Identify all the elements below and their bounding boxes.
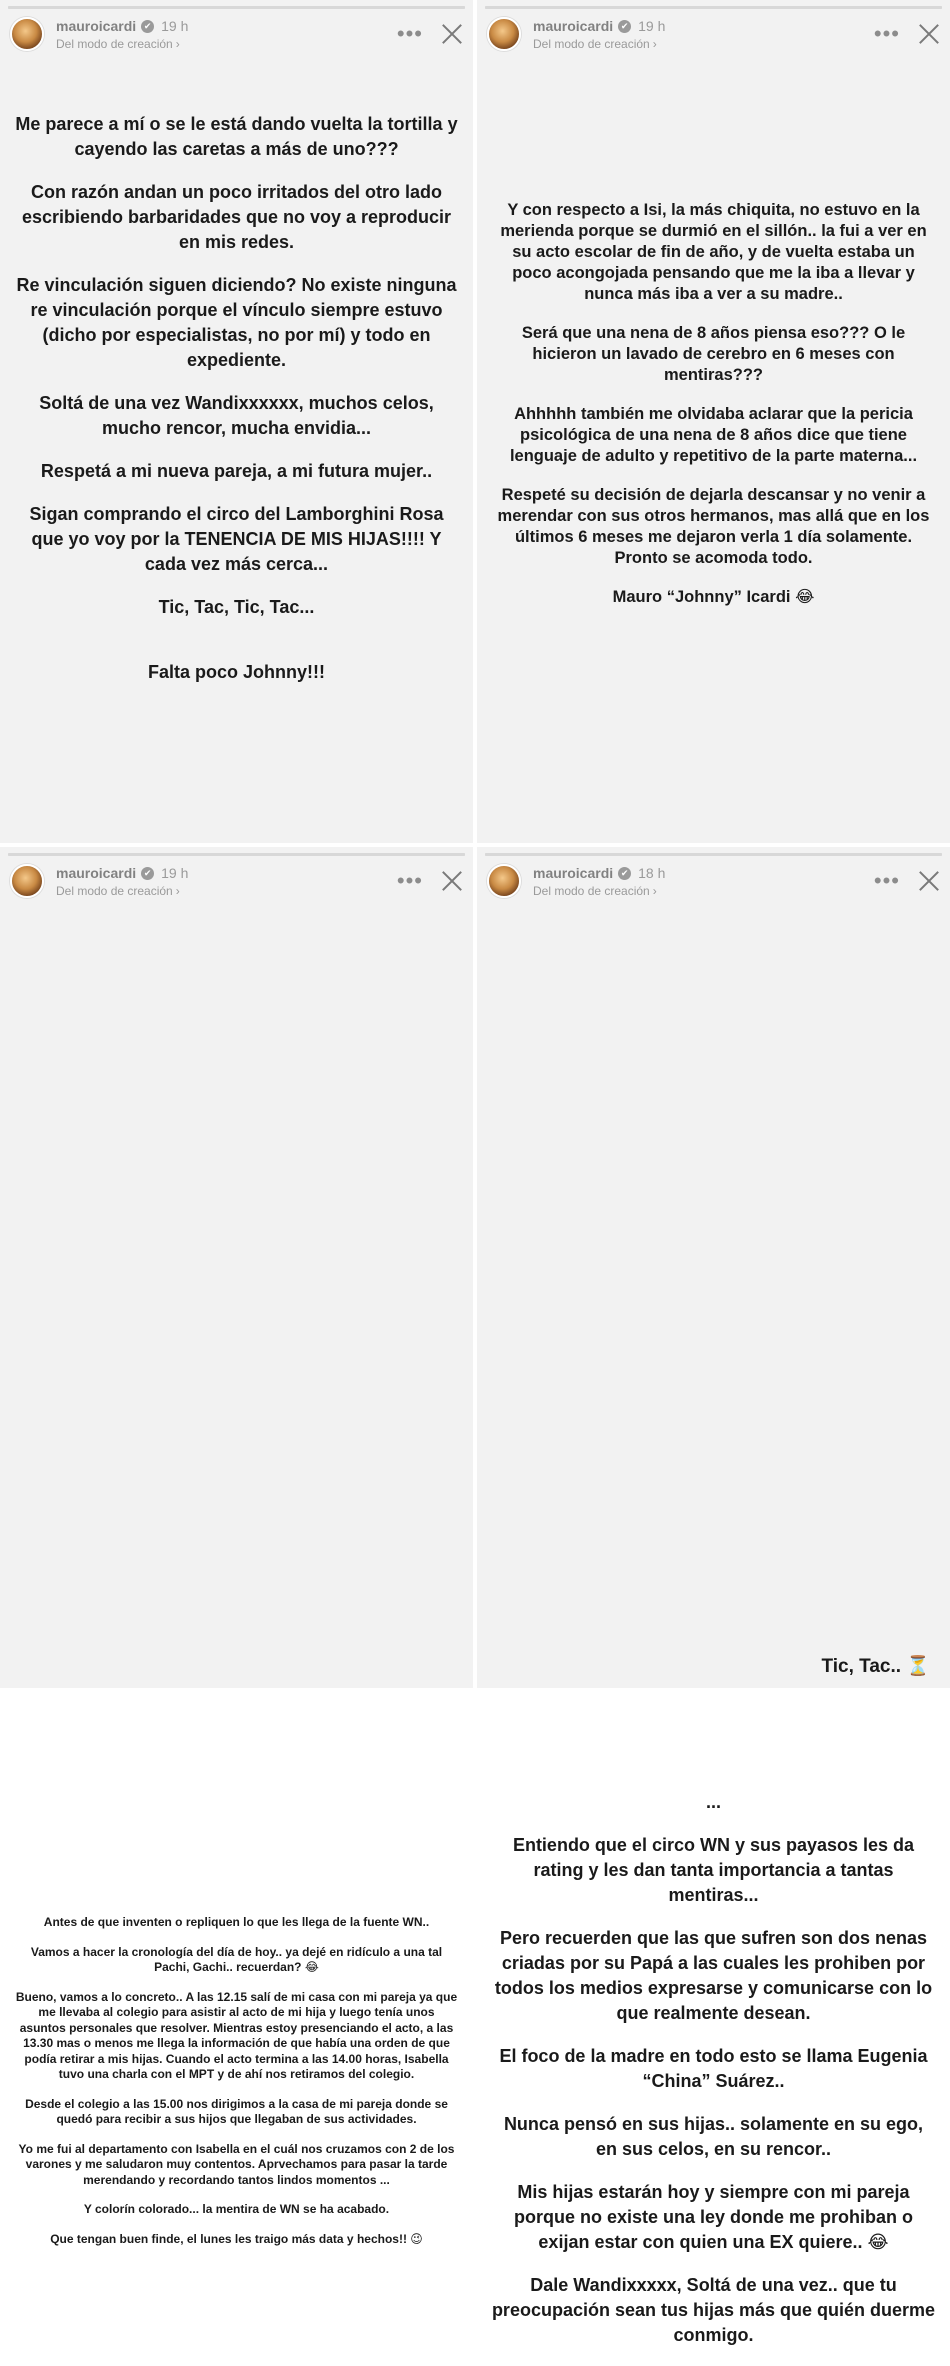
more-options-icon[interactable]: ••• — [873, 21, 900, 46]
story-time: 19 h — [161, 864, 189, 881]
story-header — [10, 14, 463, 54]
story-progress-fill — [8, 6, 465, 9]
close-icon[interactable] — [918, 870, 940, 892]
story-meta — [533, 865, 665, 898]
username[interactable]: mauroicardi — [533, 864, 614, 881]
story-progress-bar — [485, 6, 942, 9]
story-paragraph: Que tengan buen finde, el lunes les traigo más data y hechos!! 😉 — [50, 2231, 423, 2246]
story-meta — [533, 18, 665, 51]
story-paragraph: Con razón andan un poco irritados del otro lado escribiendo barbaridades que no voy a reproducir en mis redes. — [21, 182, 452, 252]
story-paragraph: Ahhhhh también me olvidaba aclarar que la pericia psicológica de una nena de 8 años dice que tiene lenguaje de adulto y repetitivo de la parte materna... — [509, 405, 918, 465]
creation-mode-link[interactable] — [533, 884, 665, 898]
close-icon[interactable] — [441, 23, 463, 45]
story-progress-fill — [485, 853, 942, 856]
story-paragraph: ... — [705, 1792, 721, 1812]
story-paragraph: Respeté su decisión de dejarla descansar y no venir a merendar con sus otros hermanos, mas allá que en los últimos 6 meses me dejaron verla 1 día solamente. Pronto se acomoda todo. — [497, 486, 930, 567]
verified-badge-icon: ✔ — [618, 867, 631, 880]
tic-tac-footer: Tic, Tac.. ⏳ — [821, 1656, 930, 1677]
story-paragraph: Falta poco Johnny!!! — [148, 662, 325, 682]
story-paragraph: El foco de la madre en todo esto se llama Eugenia “China” Suárez.. — [499, 2046, 928, 2091]
story-paragraph: Sigan comprando el circo del Lamborghini Rosa que yo voy por la TENENCIA DE MIS HIJAS!!!! Y cada vez más cerca... — [29, 504, 444, 574]
story-paragraph: Dale Wandixxxxx, Soltá de una vez.. que tu preocupación sean tus hijas más que quién duerme conmigo. — [491, 2275, 936, 2345]
avatar[interactable] — [10, 17, 44, 51]
verified-badge-icon: ✔ — [618, 20, 631, 33]
more-options-icon[interactable]: ••• — [396, 868, 423, 893]
username[interactable]: mauroicardi — [56, 17, 137, 34]
story-meta — [56, 865, 188, 898]
verified-badge-icon: ✔ — [141, 867, 154, 880]
story-paragraph: Yo me fui al departamento con Isabella en el cuál nos cruzamos con 2 de los varones y me saludaron muy contentos. Aprvechamos para pasar la tarde merendando y recordando tantos lindos momentos ... — [18, 2141, 455, 2187]
creation-mode-label: Del modo de creación — [56, 883, 173, 898]
creation-mode-link[interactable] — [56, 37, 188, 51]
story-progress-bar — [485, 853, 942, 856]
story-progress-fill — [485, 6, 942, 9]
story-paragraph: Pero recuerden que las que sufren son dos nenas criadas por su Papá a las cuales les prohiben por todos los medios expresarse y comunicarse con lo que realmente desean. — [494, 1928, 933, 2023]
story-text — [14, 1915, 459, 2261]
story-paragraph: Mauro “Johnny” Icardi 😂 — [612, 588, 815, 606]
more-options-icon[interactable]: ••• — [873, 868, 900, 893]
story-time: 18 h — [638, 864, 666, 881]
close-icon[interactable] — [918, 23, 940, 45]
chevron-right-icon: › — [652, 883, 657, 898]
story-header — [10, 861, 463, 901]
avatar[interactable] — [10, 864, 44, 898]
username[interactable]: mauroicardi — [56, 864, 137, 881]
chevron-right-icon: › — [652, 36, 657, 51]
story-paragraph: Bueno, vamos a lo concreto.. A las 12.15 salí de mi casa con mi pareja ya que me llevaba al colegio para asistir al acto de mi hija y luego tenía unos asuntos personales que resolver. Mientras estoy presenciando el acto, a las 13.30 mas o menos me llega la información de que había una orden de que podía retirar a mis hijas. Cuando el acto termina a las 14.00 horas, Isabella tuvo una charla con el MPT y de ahí nos retiramos del colegio. — [15, 1989, 458, 2081]
username[interactable]: mauroicardi — [533, 17, 614, 34]
chevron-right-icon: › — [175, 36, 180, 51]
chevron-right-icon: › — [175, 883, 180, 898]
story-progress-bar — [8, 853, 465, 856]
story-meta — [56, 18, 188, 51]
story-panel-1[interactable] — [0, 0, 473, 843]
avatar[interactable] — [487, 864, 521, 898]
story-header — [487, 14, 940, 54]
story-panel-2[interactable] — [477, 0, 950, 843]
story-progress-fill — [8, 853, 465, 856]
avatar[interactable] — [487, 17, 521, 51]
story-paragraph: Re vinculación siguen diciendo? No existe ninguna re vinculación porque el vínculo siempre estuvo (dicho por especialistas, no por mí) y todo en expediente. — [16, 275, 457, 370]
story-paragraph: Desde el colegio a las 15.00 nos dirigimos a la casa de mi pareja donde se quedó para recibir a sus hijos que llegaban de sus actividades. — [25, 2096, 448, 2126]
creation-mode-link[interactable] — [56, 884, 188, 898]
story-paragraph: Me parece a mí o se le está dando vuelta la tortilla y cayendo las caretas a más de uno??? — [15, 114, 458, 159]
story-paragraph: Y colorín colorado... la mentira de WN se ha acabado. — [83, 2202, 390, 2216]
verified-badge-icon: ✔ — [141, 20, 154, 33]
story-paragraph: Soltá de una vez Wandixxxxxx, muchos celos, mucho rencor, mucha envidia... — [39, 393, 434, 438]
story-text — [491, 200, 936, 626]
story-time: 19 h — [161, 17, 189, 34]
story-paragraph: Mis hijas estarán hoy y siempre con mi pareja porque no existe una ley donde me prohiban o exijan estar con quien una EX quiere.. 😂 — [513, 2182, 914, 2252]
story-paragraph: Vamos a hacer la cronología del día de hoy.. ya dejé en ridículo a una tal Pachi, Gachi.. recuerdan? 😂 — [30, 1944, 443, 1974]
story-time: 19 h — [638, 17, 666, 34]
story-paragraph: Tic, Tac, Tic, Tac... — [158, 597, 315, 617]
story-paragraph: Y con respecto a Isi, la más chiquita, no estuvo en la merienda porque se durmió en el sillón.. la fui a ver en su acto escolar de fin de año, y de vuelta estaba un poco acongojada pensando que me la iba a llevar y nunca más iba a ver a su madre.. — [500, 201, 927, 303]
creation-mode-label: Del modo de creación — [56, 36, 173, 51]
story-paragraph: Antes de que inventen o repliquen lo que les llega de la fuente WN.. — [43, 1915, 430, 1929]
story-panel-3[interactable] — [0, 847, 473, 2246]
story-text — [491, 1790, 936, 2366]
story-progress-bar — [8, 6, 465, 9]
story-paragraph: Entiendo que el circo WN y sus payasos les da rating y les dan tanta importancia a tantas mentiras... — [512, 1835, 915, 1905]
story-panel-4[interactable] — [477, 847, 950, 2345]
close-icon[interactable] — [441, 870, 463, 892]
creation-mode-link[interactable] — [533, 37, 665, 51]
creation-mode-label: Del modo de creación — [533, 36, 650, 51]
more-options-icon[interactable]: ••• — [396, 21, 423, 46]
creation-mode-label: Del modo de creación — [533, 883, 650, 898]
story-paragraph: Respetá a mi nueva pareja, a mi futura mujer.. — [40, 461, 433, 481]
story-text — [14, 112, 459, 703]
story-paragraph: Será que una nena de 8 años piensa eso??? O le hicieron un lavado de cerebro en 6 meses con mentiras??? — [521, 324, 906, 384]
story-paragraph: Nunca pensó en sus hijas.. solamente en su ego, en sus celos, en su rencor.. — [503, 2114, 924, 2159]
story-header — [487, 861, 940, 901]
